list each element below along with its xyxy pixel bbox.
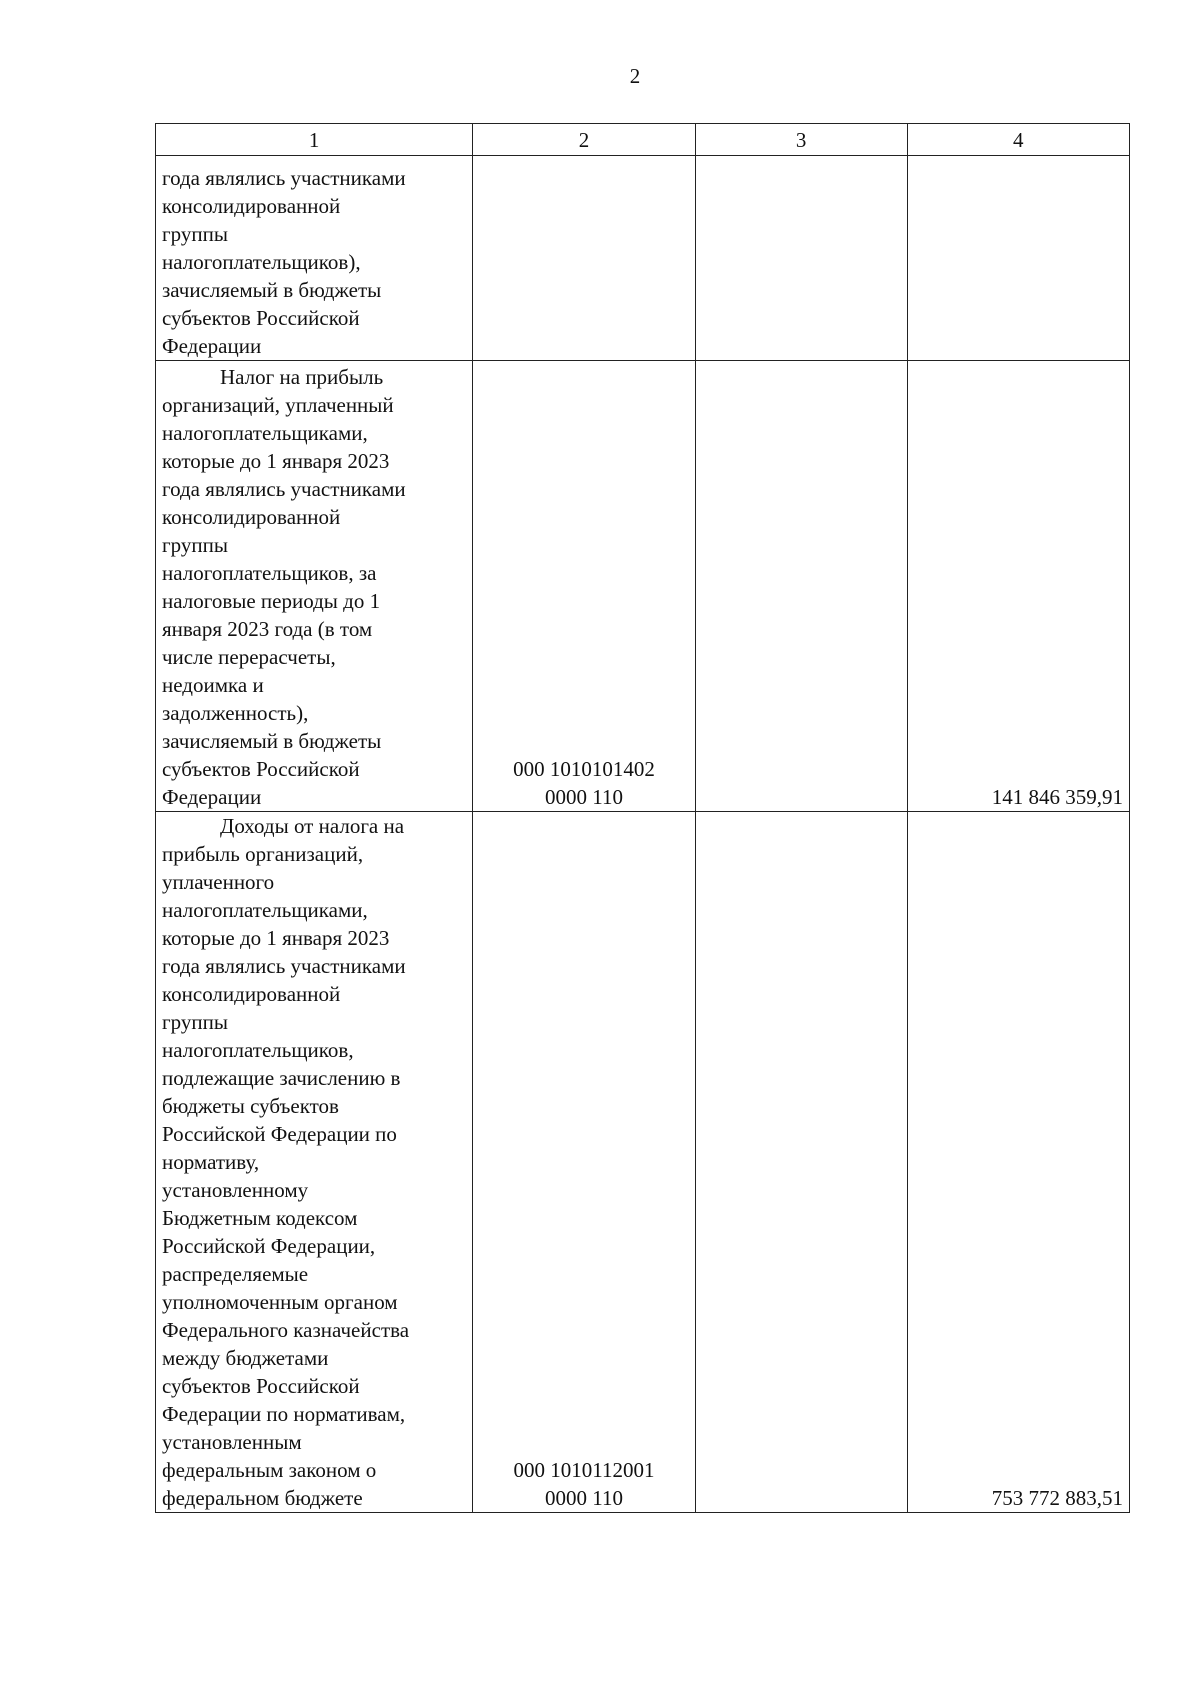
description-line: подлежащие зачислению в bbox=[162, 1066, 401, 1090]
row-code bbox=[473, 812, 695, 1513]
description-line: года являлись участниками bbox=[162, 166, 406, 190]
description-line: года являлись участниками bbox=[162, 477, 406, 501]
description-line: Федерального казначейства bbox=[162, 1318, 410, 1342]
header-col-3: 3 bbox=[695, 124, 907, 156]
description-line: года являлись участниками bbox=[162, 954, 406, 978]
header-col-1: 1 bbox=[156, 124, 473, 156]
description-line: января 2023 года (в том bbox=[162, 617, 373, 641]
page-number: 2 bbox=[629, 64, 641, 88]
code-line: 0000 110 bbox=[544, 785, 623, 809]
description-line: Федерации bbox=[162, 334, 262, 358]
description-line: субъектов Российской bbox=[162, 1374, 360, 1398]
row-col3 bbox=[695, 812, 907, 1513]
description-line: Бюджетным кодексом bbox=[162, 1206, 358, 1230]
code-line: 000 1010101402 bbox=[513, 757, 655, 781]
code-line: 0000 110 bbox=[544, 1486, 623, 1510]
description-line: группы bbox=[162, 1010, 228, 1034]
description-line: уполномоченным органом bbox=[162, 1290, 398, 1314]
description-line: консолидированной bbox=[162, 982, 341, 1006]
row-amount: 141 846 359,91 bbox=[907, 361, 1129, 812]
description-line: налогоплательщиков, bbox=[162, 1038, 354, 1062]
row-description bbox=[156, 812, 473, 1513]
description-line: нормативу, bbox=[162, 1150, 260, 1174]
table-row bbox=[156, 812, 1130, 1513]
description-line: субъектов Российской bbox=[162, 306, 360, 330]
row-amount bbox=[907, 156, 1129, 361]
description-line: налогоплательщиков), bbox=[162, 250, 361, 274]
description-line: налоговые периоды до 1 bbox=[162, 589, 381, 613]
description-line: установленному bbox=[162, 1178, 309, 1202]
description-line: Федерации по нормативам, bbox=[162, 1402, 406, 1426]
header-col-4: 4 bbox=[907, 124, 1129, 156]
row-code bbox=[473, 156, 695, 361]
description-line: организаций, уплаченный bbox=[162, 393, 394, 417]
description-line: консолидированной bbox=[162, 505, 341, 529]
description-line: консолидированной bbox=[162, 194, 341, 218]
description-line: Российской Федерации по bbox=[162, 1122, 397, 1146]
header-col-2: 2 bbox=[473, 124, 695, 156]
table-row bbox=[156, 361, 1130, 812]
code-line: 000 1010112001 bbox=[513, 1458, 655, 1482]
table-header-row bbox=[156, 124, 1130, 156]
description-line: зачисляемый в бюджеты bbox=[162, 278, 382, 302]
description-line: задолженность), bbox=[162, 701, 309, 725]
description-line: которые до 1 января 2023 bbox=[162, 926, 390, 950]
description-line: Российской Федерации, bbox=[162, 1234, 376, 1258]
description-line: налогоплательщиками, bbox=[162, 421, 368, 445]
description-line: установленным bbox=[162, 1430, 302, 1454]
description-line: числе перерасчеты, bbox=[162, 645, 336, 669]
row-code bbox=[473, 361, 695, 812]
description-line: распределяемые bbox=[162, 1262, 309, 1286]
row-amount: 753 772 883,51 bbox=[907, 812, 1129, 1513]
description-line: Налог на прибыль bbox=[220, 365, 384, 389]
row-description bbox=[156, 361, 473, 812]
description-line: Федерации bbox=[162, 785, 262, 809]
table-row bbox=[156, 156, 1130, 361]
description-line: группы bbox=[162, 533, 228, 557]
description-line: налогоплательщиков, за bbox=[162, 561, 377, 585]
description-line: группы bbox=[162, 222, 228, 246]
row-col3 bbox=[695, 361, 907, 812]
description-line: зачисляемый в бюджеты bbox=[162, 729, 382, 753]
description-line: федеральном бюджете bbox=[162, 1486, 363, 1510]
revenue-table bbox=[155, 123, 1130, 1513]
description-line: которые до 1 января 2023 bbox=[162, 449, 390, 473]
row-description bbox=[156, 156, 473, 361]
description-line: недоимка и bbox=[162, 673, 264, 697]
description-line: прибыль организаций, bbox=[162, 842, 364, 866]
description-line: между бюджетами bbox=[162, 1346, 329, 1370]
description-line: бюджеты субъектов bbox=[162, 1094, 339, 1118]
description-line: уплаченного bbox=[162, 870, 275, 894]
description-line: налогоплательщиками, bbox=[162, 898, 368, 922]
row-col3 bbox=[695, 156, 907, 361]
description-line: Доходы от налога на bbox=[220, 814, 405, 838]
description-line: федеральным законом о bbox=[162, 1458, 377, 1482]
description-line: субъектов Российской bbox=[162, 757, 360, 781]
